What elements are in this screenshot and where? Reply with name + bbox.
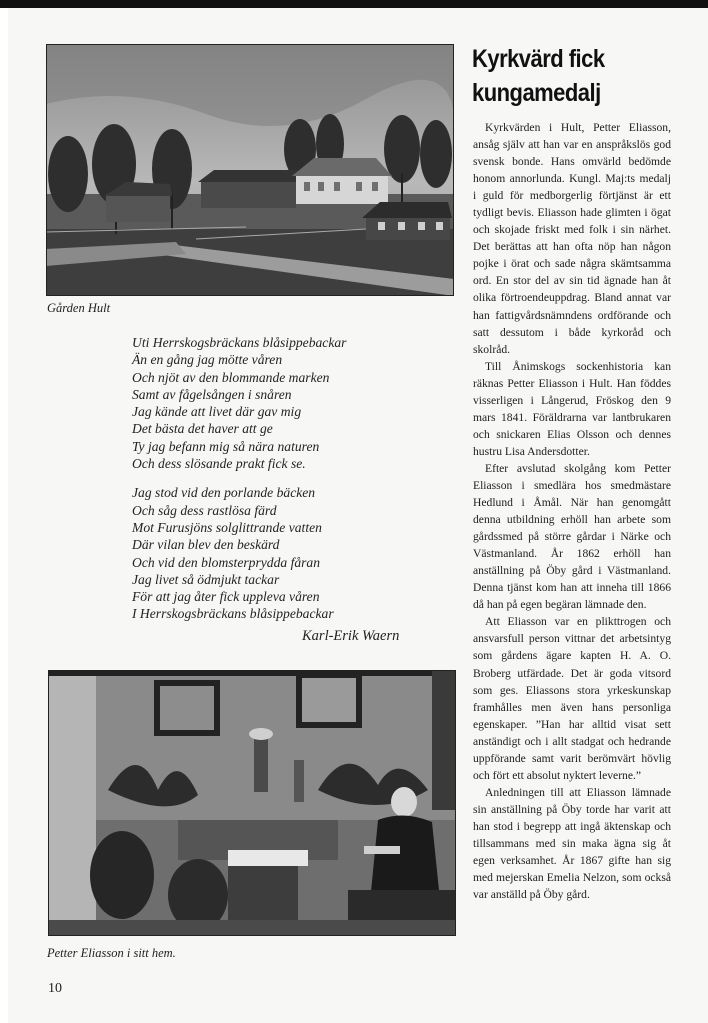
poem	[132, 334, 452, 623]
poem-line: Ty jag befann mig så nära naturen	[132, 438, 320, 454]
poem-line: Uti Herrskogsbräckans blåsippebackar	[132, 335, 347, 350]
headline-line: Kyrkvärd fick	[472, 45, 605, 73]
interior-portrait-photo-icon	[48, 670, 456, 936]
poem-line: Och såg dess rastlösa färd	[132, 502, 277, 518]
article-body	[473, 119, 671, 903]
interior-photo	[48, 670, 456, 936]
poem-line: I Herrskogsbräckans blåsippebackar	[132, 606, 334, 622]
poem-line: Där vilan blev den beskärd	[132, 537, 280, 553]
poem-line: Samt av fågelsången i snåren	[132, 386, 292, 402]
poem-line: Mot Furusjöns solglittrande vatten	[132, 519, 322, 535]
poem-line: Än en gång jag mötte våren	[132, 352, 283, 368]
poem-line: Jag livet så ödmjukt tackar	[132, 571, 280, 587]
article-paragraph: Efter avslutad skolgång kom Petter Eliasson i smedlära hos smedmästare Hedlund i Åmål. När han genomgått denna utbildning erhöll han arbete som gårdssmed på större gårdar i Närke och Västmanland. År 1862 erhöll han anställning på Öby gård i Västmanland. Denna tjänst kom han att inneha till 1866 då han på egen begäran lämnade den.	[473, 461, 671, 612]
poem-line: För att jag åter fick uppleva våren	[132, 589, 320, 605]
scan-top-border	[0, 0, 708, 8]
headline-line: kungamedalj	[472, 79, 601, 107]
top-photo-caption: Gården Hult	[47, 301, 111, 315]
poem-line: Jag stod vid den porlande bäcken	[132, 485, 316, 501]
farm-painting-photo	[46, 44, 454, 296]
poem-line: Jag kände att livet där gav mig	[132, 404, 302, 420]
article-paragraph: Anledningen till att Eliasson lämnade sin anställning på Öby torde har varit att han stod i begrepp att ingå äktenskap och tillsammans med sin maka ägna sig åt egen verksamhet. År 1867 gifte han sig med mejerskan Emelia Nelzon, som också var anställd på Öby gård.	[473, 785, 671, 902]
farmstead-painting-icon	[46, 44, 454, 296]
poem-line: Och njöt av den blommande marken	[132, 369, 330, 385]
article-headline	[472, 42, 698, 110]
bottom-photo-caption: Petter Eliasson i sitt hem.	[47, 946, 176, 960]
page-number: 10	[48, 981, 62, 996]
article-paragraph: Kyrkvärden i Hult, Petter Eliasson, ansåg själv att han var en anspråkslös god svensk bonde. Hans omvärld bedömde honom annorlunda. Kungl. Maj:ts medalj i guld för medborgerlig förtjänst är ett tydligt bevis. Eliasson hade glimten i ögat och skojade friskt med folk i sin närhet. Det berättas att han ofta nöp han någon pojke i örat och sade några skämtsamma ord. En stor del av sin tid ägnade han åt olika förtroendeuppdrag. Bland annat var han fattigvårdsnämndens ordförande och satt dessutom i både kyrkoråd och skolråd.	[473, 121, 671, 356]
article-paragraph: Att Eliasson var en plikttrogen och ansvarsfull person vittnar det arbetsintyg som gårdens ägare kapten H. A. O. Broberg utfärdade. Det är goda vitsord som ges. Eliassons stora yrkeskunskap framhålles men även hans personliga egenskaper. ”Han har alltid visat sett anständigt och i allt stadgat och hedrande uppförande samt varit berömvärt hövlig och fört ett absolut nyktert leverne.”	[473, 615, 671, 782]
poem-line: Det bästa det haver att ge	[132, 421, 273, 437]
poem-line: Och vid den blomsterprydda fåran	[132, 554, 321, 570]
poem-author: Karl-Erik Waern	[302, 628, 400, 644]
poem-line: Och dess slösande prakt fick se.	[132, 456, 306, 472]
article-paragraph: Till Ånimskogs sockenhistoria kan räknas Petter Eliasson i Hult. Han föddes visserligen i Långerud, Fröskog den 9 mars 1841. Föräldrarna var lantbrukaren och snickaren Elias Olsson och dennes hustru Lisa Andersdotter.	[473, 359, 671, 458]
